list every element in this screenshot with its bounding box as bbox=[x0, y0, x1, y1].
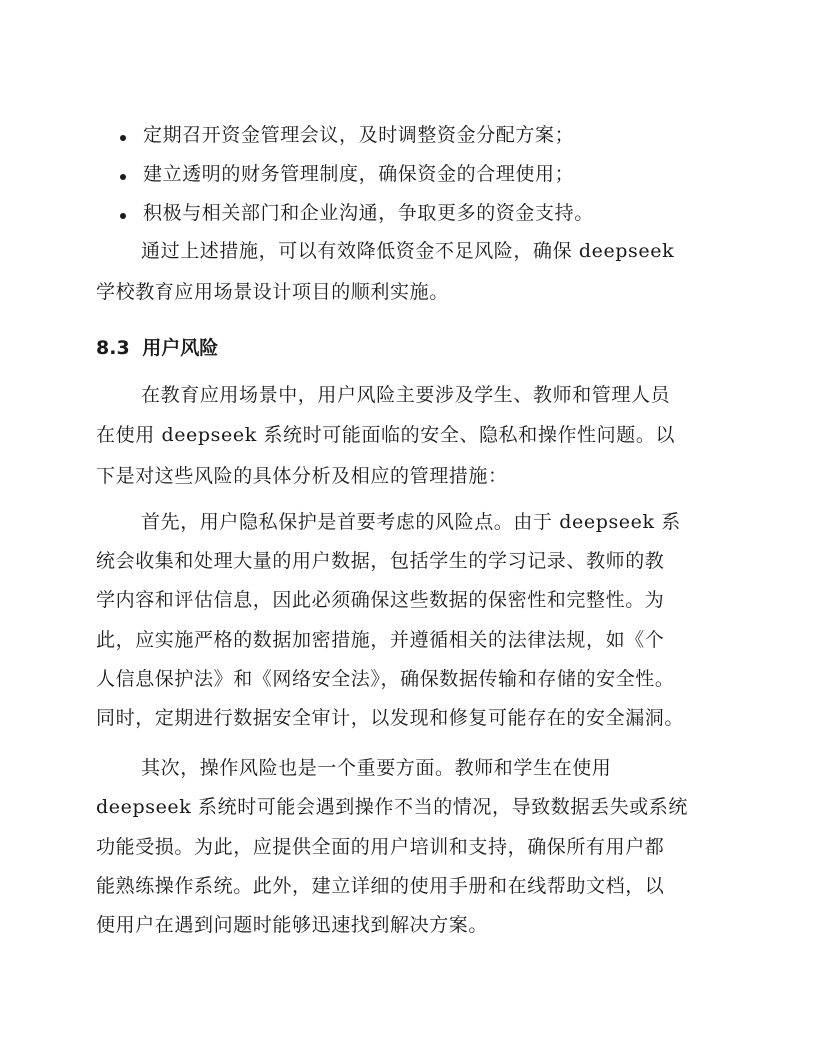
paragraph-line: 同时，定期进行数据安全审计，以发现和修复可能存在的安全漏洞。 bbox=[96, 707, 685, 729]
paragraph-line: 其次，操作风险也是一个重要方面。教师和学生在使用 bbox=[141, 757, 612, 779]
paragraph-line: 首先，用户隐私保护是首要考虑的风险点。由于 deepseek 系 bbox=[141, 511, 681, 533]
paragraph-line: 通过上述措施，可以有效降低资金不足风险，确保 deepseek bbox=[141, 240, 675, 262]
section-number: 8.3 bbox=[96, 337, 130, 359]
paragraph-line: 在使用 deepseek 系统时可能面临的安全、隐私和操作性问题。以 bbox=[96, 424, 676, 446]
paragraph-line: 此，应实施严格的数据加密措施，并遵循相关的法律法规，如《个 bbox=[96, 629, 665, 651]
paragraph-line: 下是对这些风险的具体分析及相应的管理措施： bbox=[96, 465, 508, 487]
paragraph-line: 功能受损。为此，应提供全面的用户培训和支持，确保所有用户都 bbox=[96, 836, 665, 858]
paragraph-line: 便用户在遇到问题时能够迅速找到解决方案。 bbox=[96, 914, 489, 936]
paragraph-line: deepseek 系统时可能会遇到操作不当的情况，导致数据丢失或系统 bbox=[96, 796, 689, 818]
bullet-item: 定期召开资金管理会议，及时调整资金分配方案； bbox=[143, 124, 575, 146]
bullet-marker bbox=[120, 135, 126, 141]
bullet-marker bbox=[120, 213, 126, 219]
section-heading bbox=[96, 334, 218, 362]
section-title: 用户风险 bbox=[142, 337, 219, 359]
paragraph-line: 统会收集和处理大量的用户数据，包括学生的学习记录、教师的教 bbox=[96, 550, 665, 572]
bullet-item: 积极与相关部门和企业沟通，争取更多的资金支持。 bbox=[143, 202, 594, 224]
paragraph-line: 能熟练操作系统。此外，建立详细的使用手册和在线帮助文档，以 bbox=[96, 875, 665, 897]
bullet-item: 建立透明的财务管理制度，确保资金的合理使用； bbox=[143, 163, 575, 185]
bullet-marker bbox=[120, 174, 126, 180]
paragraph-line: 学内容和评估信息，因此必须确保这些数据的保密性和完整性。为 bbox=[96, 589, 665, 611]
paragraph-line: 学校教育应用场景设计项目的顺利实施。 bbox=[96, 281, 449, 303]
paragraph-line: 人信息保护法》和《网络安全法》，确保数据传输和存储的安全性。 bbox=[96, 668, 675, 690]
paragraph-line: 在教育应用场景中，用户风险主要涉及学生、教师和管理人员 bbox=[141, 384, 671, 406]
